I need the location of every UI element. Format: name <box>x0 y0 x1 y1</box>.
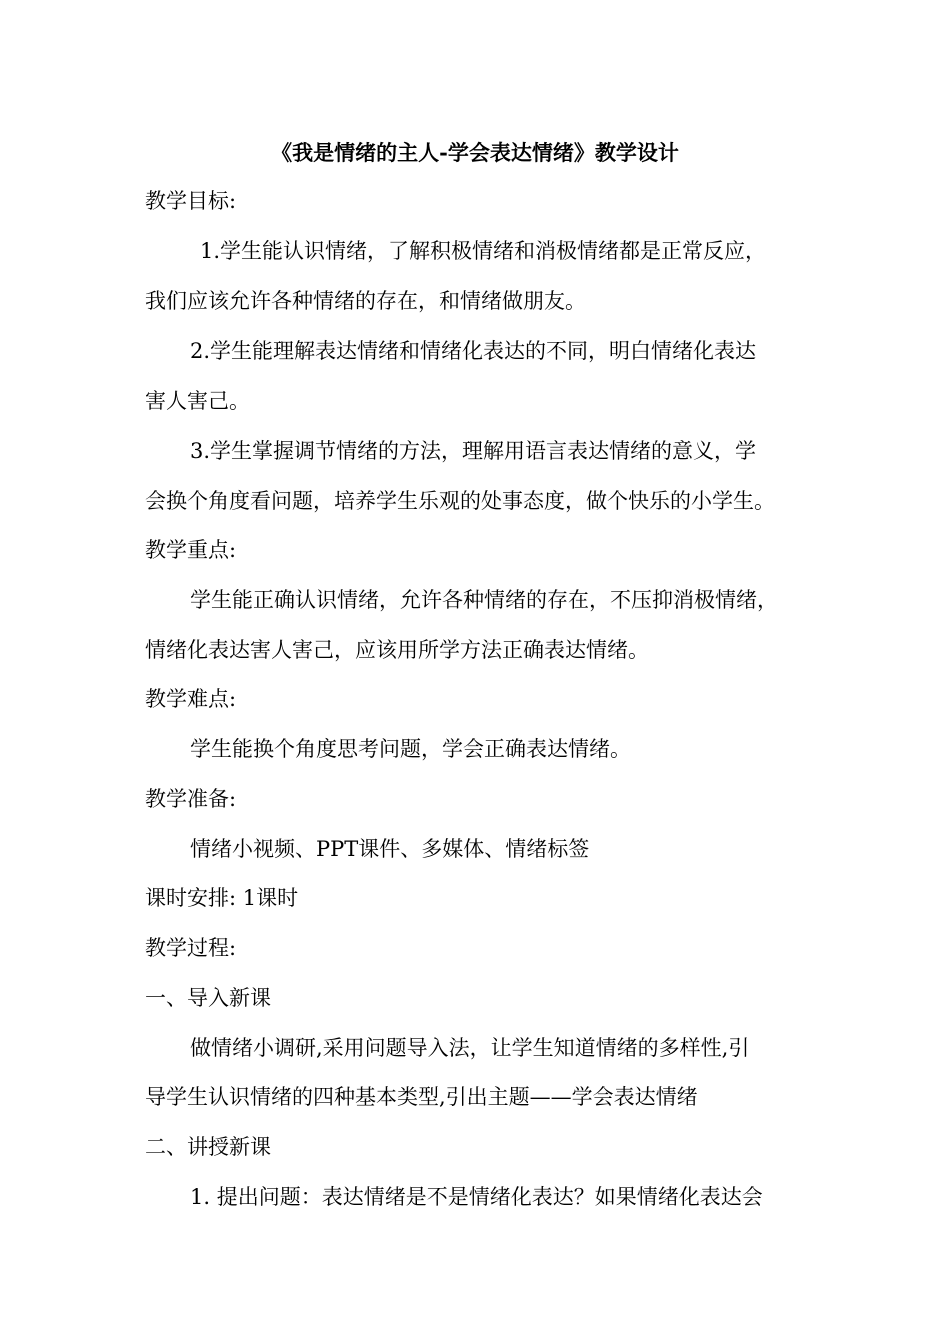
objective-3-line-2: 会换个角度看问题，培养学生乐观的处事态度，做个快乐的小学生。 <box>145 489 775 513</box>
difficulties-line-1: 学生能换个角度思考问题，学会正确表达情绪。 <box>190 737 631 761</box>
objective-1-line-2: 我们应该允许各种情绪的存在，和情绪做朋友。 <box>145 289 586 313</box>
objective-2-line-2: 害人害己。 <box>145 389 250 413</box>
objective-1-line-1: 1.学生能认识情绪，了解积极情绪和消极情绪都是正常反应， <box>200 239 767 263</box>
key-points-line-1: 学生能正确认识情绪，允许各种情绪的存在，不压抑消极情绪， <box>190 588 778 612</box>
document-title: 《我是情绪的主人-学会表达情绪》教学设计 <box>271 140 679 165</box>
process-heading: 教学过程: <box>145 936 237 960</box>
key-points-line-2: 情绪化表达害人害己，应该用所学方法正确表达情绪。 <box>145 638 649 662</box>
section-1-line-1: 做情绪小调研,采用问题导入法，让学生知道情绪的多样性,引 <box>190 1036 750 1060</box>
preparation-heading: 教学准备: <box>145 787 237 811</box>
objective-3-line-1: 3.学生掌握调节情绪的方法，理解用语言表达情绪的意义，学 <box>190 439 757 463</box>
schedule-line: 课时安排: 1课时 <box>145 886 299 910</box>
objective-2-line-1: 2.学生能理解表达情绪和情绪化表达的不同，明白情绪化表达 <box>190 339 757 363</box>
preparation-line-1: 情绪小视频、PPT课件、多媒体、情绪标签 <box>190 837 590 861</box>
section-1-line-2: 导学生认识情绪的四种基本类型,引出主题——学会表达情绪 <box>145 1085 698 1109</box>
section-2-heading: 二、讲授新课 <box>145 1135 271 1159</box>
section-2-line-1: 1. 提出问题：表达情绪是不是情绪化表达？如果情绪化表达会 <box>190 1185 763 1209</box>
key-points-heading: 教学重点: <box>145 538 237 562</box>
section-1-heading: 一、导入新课 <box>145 986 271 1010</box>
difficulties-heading: 教学难点: <box>145 687 237 711</box>
objectives-heading: 教学目标: <box>145 189 237 213</box>
